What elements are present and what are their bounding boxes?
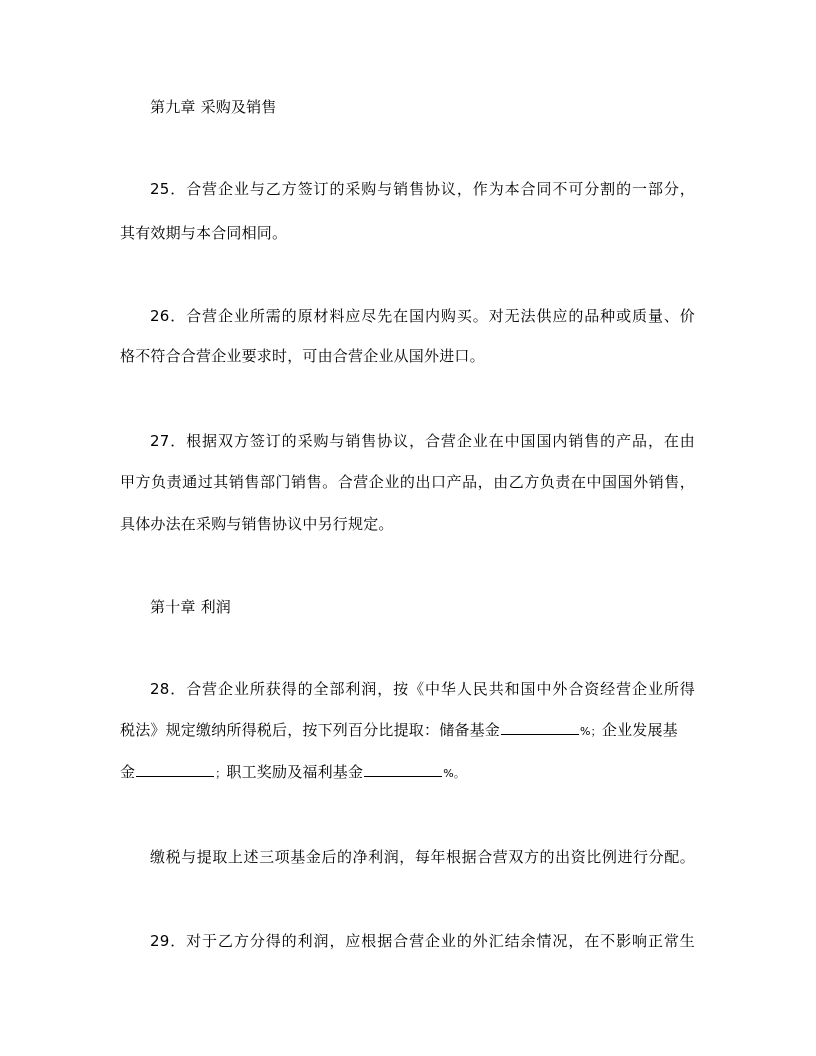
reserve-fund-blank[interactable]	[501, 720, 579, 735]
chapter-9-heading: 第九章 采购及销售	[150, 98, 277, 116]
net-profit-paragraph: 缴税与提取上述三项基金后的净利润，每年根据合营双方的出资比例进行分配。	[150, 848, 695, 866]
development-fund-separator: ；	[215, 767, 227, 780]
clause-25-line-2: 其有效期与本合同相同。	[120, 224, 288, 242]
clause-29-line-1: 29．对于乙方分得的利润，应根据合营企业的外汇结余情况，在不影响正常生	[150, 932, 695, 950]
welfare-fund-blank[interactable]	[364, 762, 442, 777]
clause-28-line-3	[120, 762, 465, 784]
chapter-10-heading: 第十章 利润	[150, 598, 231, 616]
clause-28-line-3-mid: 职工奖励及福利基金	[226, 763, 364, 781]
clause-28-line-1: 28．合营企业所获得的全部利润，按《中华人民共和国中外合资经营企业所得	[150, 680, 695, 698]
clause-26-line-1: 26．合营企业所需的原材料应尽先在国内购买。对无法供应的品种或质量、价	[150, 307, 695, 325]
clause-25-line-1: 25．合营企业与乙方签订的采购与销售协议，作为本合同不可分割的一部分，	[150, 180, 695, 198]
clause-28-line-2-text: 税法》规定缴纳所得税后，按下列百分比提取：储备基金	[120, 721, 501, 739]
clause-27-line-2: 甲方负责通过其销售部门销售。合营企业的出口产品，由乙方负责在中国国外销售，	[120, 473, 695, 491]
welfare-fund-percent: %。	[443, 767, 466, 780]
clause-28-line-3-prefix: 金	[120, 763, 136, 781]
clause-28-line-2	[120, 720, 678, 742]
clause-26-line-2: 格不符合合营企业要求时，可由合营企业从国外进口。	[120, 347, 485, 365]
clause-27-line-1: 27．根据双方签订的采购与销售协议，合营企业在中国国内销售的产品，在由	[150, 432, 695, 450]
clause-27-line-3: 具体办法在采购与销售协议中另行规定。	[120, 515, 394, 533]
reserve-fund-percent: %；	[580, 725, 602, 738]
clause-28-line-2-suffix: 企业发展基	[601, 721, 678, 739]
development-fund-blank[interactable]	[136, 762, 214, 777]
